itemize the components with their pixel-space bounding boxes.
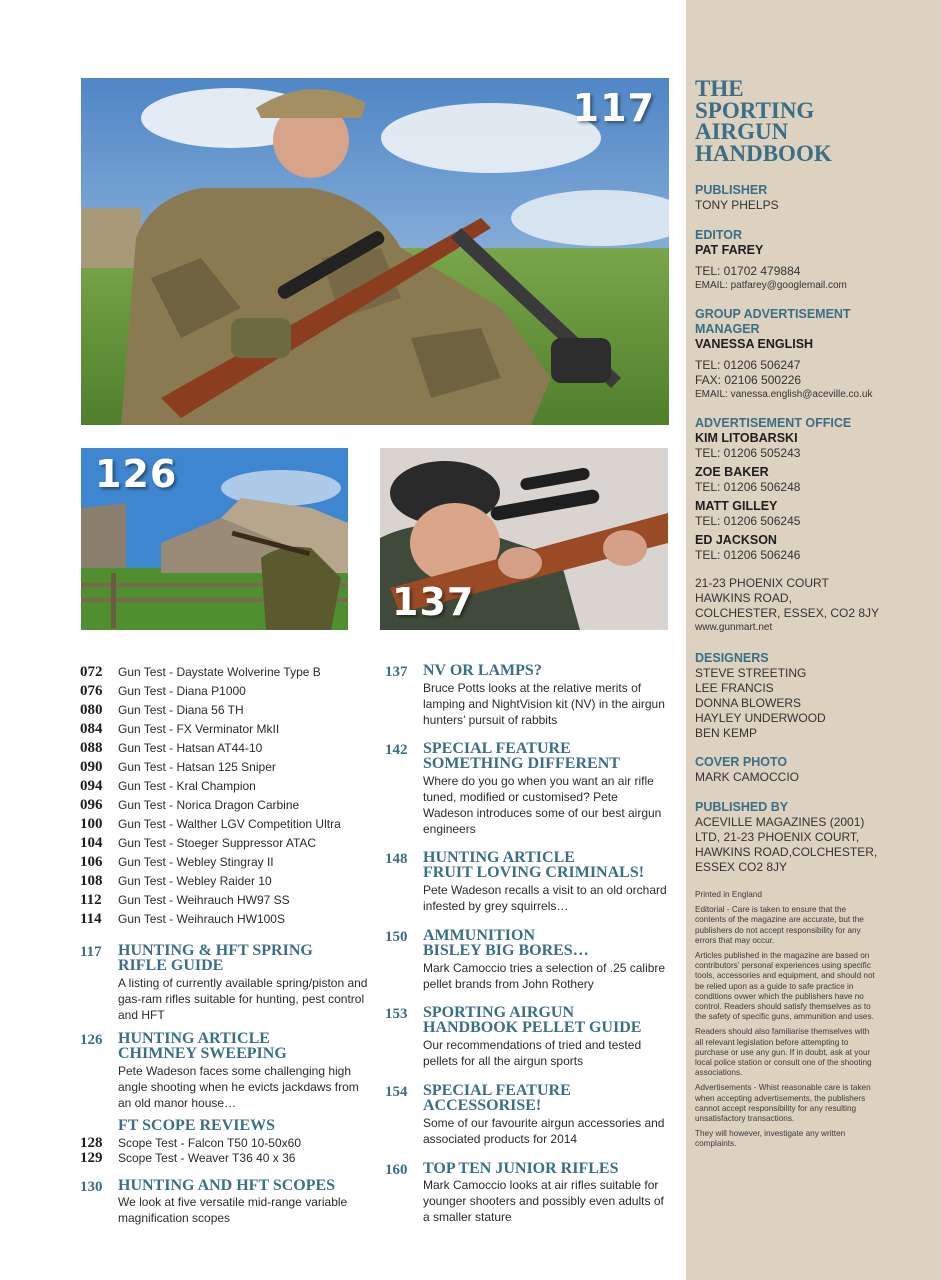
left-photo [81,448,348,630]
designer-name: HAYLEY UNDERWOOD [695,711,826,725]
item-title: Gun Test - Hatsan 125 Sniper [118,760,276,774]
page-number: 117 [80,944,102,960]
group-ad-fax: FAX: 02106 500226 [695,373,802,387]
cover-photo-heading: COVER PHOTO [695,755,788,769]
page-number: 160 [385,1162,408,1178]
address-line: 21-23 PHOENIX COURT [695,576,829,590]
page-number: 153 [385,1006,408,1022]
main-photo [81,78,669,425]
article-heading: HUNTING ARTICLE CHIMNEY SWEEPING [118,1030,287,1062]
fine-print-paragraph: Editorial - Care is taken to ensure that the contents of the magazine are accurate, but the publishers do not accept responsibility for any errors that may occur. [695,905,864,945]
magazine-title: THE SPORTING AIRGUN HANDBOOK [695,76,832,166]
page-number: 104 [80,835,103,851]
page-number: 084 [80,721,103,737]
article-summary: Pete Wadeson recalls a visit to an old orchard infested by grey squirrels… [423,883,667,913]
scope-reviews-heading: FT SCOPE REVIEWS [118,1117,276,1134]
published-by-line: ACEVILLE MAGAZINES (2001) [695,815,865,829]
article-heading: HUNTING ARTICLE FRUIT LOVING CRIMINALS! [423,849,645,881]
item-title: Gun Test - Diana P1000 [118,684,246,698]
designer-name: LEE FRANCIS [695,681,774,695]
page-number: 148 [385,851,408,867]
article-summary: Bruce Potts looks at the relative merits of lamping and NightVision kit (NV) in the airgun hunters’ pursuit of rabbits [423,681,665,727]
ad-person-name: ED JACKSON [695,533,777,547]
ad-person-tel: TEL: 01206 506248 [695,480,801,494]
group-ad-tel: TEL: 01206 506247 [695,358,801,372]
right-photo-page-number: 137 [392,580,475,624]
article-heading: AMMUNITION BISLEY BIG BORES… [423,927,589,959]
right-photo [380,448,668,630]
group-ad-email: EMAIL: vanessa.english@aceville.co.uk [695,389,873,400]
page-number: 130 [80,1179,103,1195]
editor-block [695,228,935,292]
publisher-block [695,183,935,213]
publisher-heading: PUBLISHER [695,183,768,197]
item-title: Gun Test - Webley Raider 10 [118,874,272,888]
fine-print-paragraph: Printed in England [695,890,762,899]
page-number: 108 [80,873,103,889]
article-summary: Mark Camoccio tries a selection of .25 calibre pellet brands from John Rothery [423,961,666,991]
article-heading: TOP TEN JUNIOR RIFLES [423,1160,619,1177]
page-number: 094 [80,778,103,794]
designer-name: STEVE STREETING [695,666,807,680]
cover-photo-name: MARK CAMOCCIO [695,770,800,784]
item-title: Gun Test - Norica Dragon Carbine [118,798,300,812]
item-title: Gun Test - Webley Stingray II [118,855,274,869]
ad-office-block [695,416,935,563]
page-number: 129 [80,1150,103,1166]
ad-person-name: MATT GILLEY [695,499,778,513]
item-title: Gun Test - Daystate Wolverine Type B [118,665,321,679]
page-number: 128 [80,1135,103,1151]
item-title: Scope Test - Falcon T50 10-50x60 [118,1136,301,1150]
fine-print-paragraph: Readers should also familiarise themselves with all relevant legislation before attempting to purchase or use any gun. If in doubt, ask at your local police station or consult one of the shooting associations. [695,1027,872,1078]
designer-name: BEN KEMP [695,726,758,740]
article-heading: NV OR LAMPS? [423,662,542,679]
article-summary: A listing of currently available spring/piston and gas-ram rifles suitable for hunting, pest control and HFT [118,976,368,1022]
group-ad-heading-2: MANAGER [695,322,760,336]
item-title: Scope Test - Weaver T36 40 x 36 [118,1151,296,1165]
fine-print-paragraph: Articles published in the magazine are based on contributors’ personal experiences using specific tools, accessories and equipment, and should not be relied upon as a guide to safe practice in conditions ovwer which the publishers have no control. Readers should satisfy themselves as to the safety of specific guns, ammunition and uses. [695,951,875,1022]
page-number: 150 [385,929,408,945]
editor-tel: TEL: 01702 479884 [695,264,801,278]
address-line: COLCHESTER, ESSEX, CO2 8JY [695,606,880,620]
article-heading: HUNTING AND HFT SCOPES [118,1177,336,1194]
website-link[interactable]: www.gunmart.net [695,622,773,633]
main-photo-image [81,78,669,425]
article-summary: Pete Wadeson faces some challenging high angle shooting when he evicts jackdaws from an old manor house… [118,1064,359,1110]
item-title: Gun Test - Walther LGV Competition Ultra [118,817,341,831]
group-ad-block [695,307,935,401]
item-title: Gun Test - Weihrauch HW97 SS [118,893,290,907]
page-number: 114 [80,911,102,927]
fine-print [695,890,875,1155]
editor-name: PAT FAREY [695,243,764,257]
page-number: 142 [385,742,408,758]
article-heading: SPORTING AIRGUN HANDBOOK PELLET GUIDE [423,1004,642,1036]
designers-heading: DESIGNERS [695,651,769,665]
group-ad-heading: GROUP ADVERTISEMENT [695,307,851,321]
designers-block [695,651,935,741]
designer-name: DONNA BLOWERS [695,696,802,710]
ad-person-name: ZOE BAKER [695,465,769,479]
page-number: 076 [80,683,103,699]
published-by-block [695,800,935,875]
page-number: 080 [80,702,103,718]
published-by-line: LTD, 21-23 PHOENIX COURT, [695,830,860,844]
page-number: 090 [80,759,103,775]
item-title: Gun Test - Diana 56 TH [118,703,244,717]
ad-person-tel: TEL: 01206 505243 [695,446,801,460]
left-photo-page-number: 126 [95,452,178,496]
editor-heading: EDITOR [695,228,742,242]
main-photo-page-number: 117 [572,86,655,130]
ad-person-tel: TEL: 01206 506245 [695,514,801,528]
published-by-line: ESSEX CO2 8JY [695,860,788,874]
item-title: Gun Test - Kral Champion [118,779,256,793]
item-title: Gun Test - FX Verminator MkII [118,722,280,736]
item-title: Gun Test - Hatsan AT44-10 [118,741,263,755]
page-number: 100 [80,816,103,832]
article-heading: SPECIAL FEATURE ACCESSORISE! [423,1082,571,1114]
item-title: Gun Test - Stoeger Suppressor ATAC [118,836,317,850]
fine-print-paragraph: They will however, investigate any written complaints. [695,1129,846,1149]
address-block [695,576,935,634]
article-summary: Our recommendations of tried and tested pellets for all the airgun sports [423,1038,642,1068]
group-ad-name: VANESSA ENGLISH [695,337,814,351]
item-title: Gun Test - Weihrauch HW100S [118,912,285,926]
published-by-line: HAWKINS ROAD,COLCHESTER, [695,845,878,859]
publisher-name: TONY PHELPS [695,198,779,212]
fine-print-paragraph: Advertisements - Whist reasonable care is taken when accepting advertisements, the publishers cannot accept responsibility for any resulting unsatisfactory transactions. [695,1083,871,1124]
article-summary: We look at five versatile mid-range variable magnification scopes [118,1195,348,1225]
page-number: 154 [385,1084,408,1100]
ad-person-name: KIM LITOBARSKI [695,431,798,445]
article-summary: Some of our favourite airgun accessories and associated products for 2014 [423,1116,665,1146]
article-heading: SPECIAL FEATURE SOMETHING DIFFERENT [423,740,620,772]
article-heading: HUNTING & HFT SPRING RIFLE GUIDE [118,942,313,974]
page-number: 106 [80,854,103,870]
page-number: 137 [385,664,408,680]
ad-office-heading: ADVERTISEMENT OFFICE [695,416,852,430]
address-line: HAWKINS ROAD, [695,591,792,605]
page-number: 096 [80,797,103,813]
page-number: 112 [80,892,102,908]
page-number: 072 [80,664,103,680]
cover-photo-block [695,755,935,785]
editor-email: EMAIL: patfarey@googlemail.com [695,280,847,291]
article-summary: Mark Camoccio looks at air rifles suitable for younger shooters and possibly even adults of a smaller stature [423,1178,664,1224]
page-number: 088 [80,740,103,756]
ad-person-tel: TEL: 01206 506246 [695,548,801,562]
page-number: 126 [80,1032,103,1048]
published-by-heading: PUBLISHED BY [695,800,789,814]
article-summary: Where do you go when you want an air rifle tuned, modified or customised? Pete Wadeson introduces some of our best airgun engineers [423,774,662,836]
